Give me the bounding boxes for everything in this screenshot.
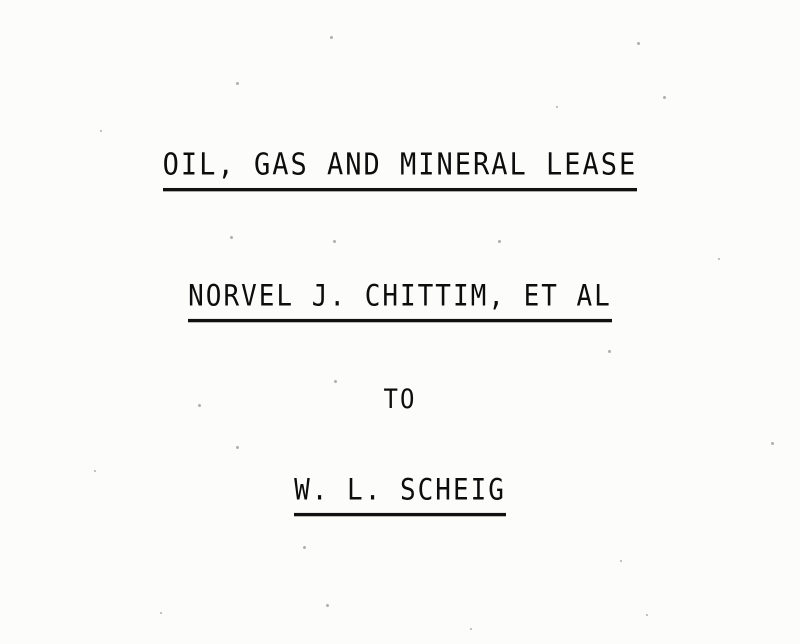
document-title: OIL, GAS AND MINERAL LEASE — [163, 148, 638, 192]
lessor-name: NORVEL J. CHITTIM, ET AL — [188, 280, 612, 323]
connector-word: TO — [383, 383, 417, 415]
lessee-line — [0, 473, 800, 514]
document-title-line — [0, 147, 800, 189]
lessor-line — [0, 279, 800, 320]
connector-line — [0, 385, 800, 413]
lessee-name: W. L. SCHEIG — [294, 474, 506, 517]
